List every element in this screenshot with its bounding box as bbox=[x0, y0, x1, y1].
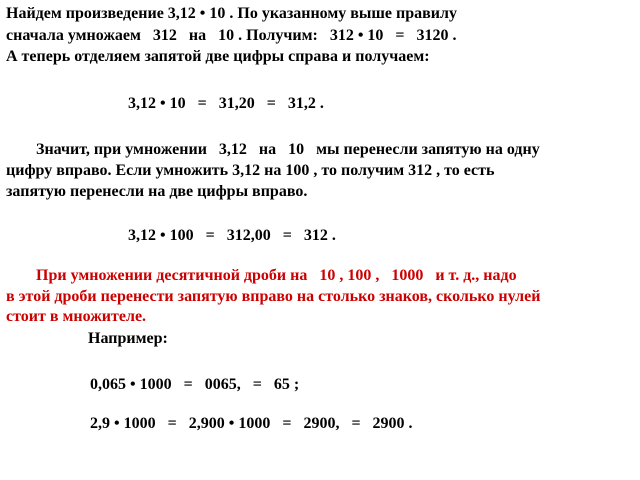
formula-1: 3,12 • 10 = 31,20 = 31,2 . bbox=[128, 95, 324, 112]
text-line-2: сначала умножаем 312 на 10 . Получим: 312 • 10 = 3120 . bbox=[6, 27, 457, 44]
text-line-3: А теперь отделяем запятой две цифры справа и получаем: bbox=[6, 48, 430, 65]
text-line-5: цифру вправо. Если умножить 3,12 на 100 , то получим 312 , то есть bbox=[6, 162, 495, 179]
rule-line-2: в этой дроби перенести запятую вправо на столько знаков, сколько нулей bbox=[6, 288, 541, 305]
text-line-1: Найдем произведение 3,12 • 10 . По указанному выше правилу bbox=[6, 5, 457, 22]
rule-line-1: При умножении десятичной дроби на 10 , 100 , 1000 и т. д., надо bbox=[36, 267, 517, 284]
text-line-6: запятую перенесли на две цифры вправо. bbox=[6, 183, 308, 200]
example-heading: Например: bbox=[88, 330, 168, 347]
example-2: 2,9 • 1000 = 2,900 • 1000 = 2900, = 2900 . bbox=[90, 415, 413, 432]
rule-line-3: стоит в множителе. bbox=[6, 308, 147, 325]
text-line-4: Значит, при умножении 3,12 на 10 мы перенесли запятую на одну bbox=[36, 141, 540, 158]
formula-2: 3,12 • 100 = 312,00 = 312 . bbox=[128, 227, 336, 244]
example-1: 0,065 • 1000 = 0065, = 65 ; bbox=[90, 376, 300, 393]
